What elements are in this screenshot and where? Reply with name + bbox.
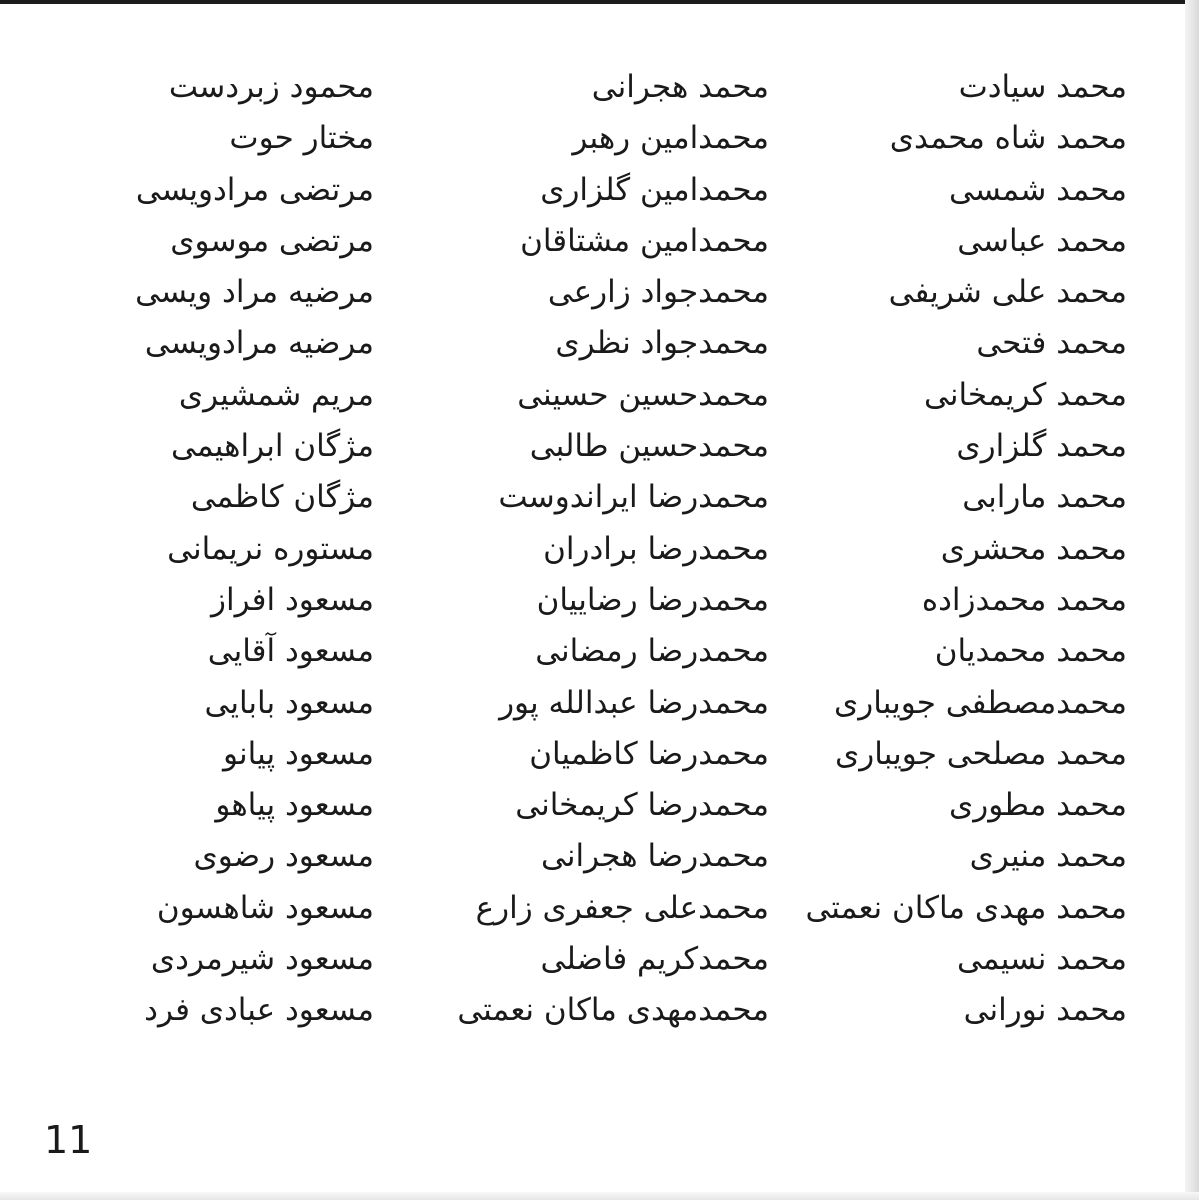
name-entry: مسعود شاهسون xyxy=(156,889,374,926)
name-entry: محمدامین مشتاقان xyxy=(520,222,769,259)
page-number: 11 xyxy=(44,1118,93,1162)
name-entry: محمدرضا ایراندوست xyxy=(498,479,769,516)
name-entry: مریم شمشیری xyxy=(178,376,374,413)
name-entry: مسعود افراز xyxy=(210,581,374,618)
name-entry: محمد مهدی ماکان نعمتی xyxy=(805,889,1127,926)
names-column-2 xyxy=(389,62,769,1037)
name-entry: محمدرضا کاظمیان xyxy=(529,735,769,772)
name-entry: محمد منیری xyxy=(969,838,1127,875)
name-entry: محمدامین رهبر xyxy=(572,120,769,157)
name-entry: مسعود آقایی xyxy=(207,633,374,670)
name-entry: مسعود بابایی xyxy=(204,684,374,721)
name-entry: محمدمصطفی جویباری xyxy=(834,684,1127,721)
name-entry: محمدرضا برادران xyxy=(543,530,769,567)
name-entry: مسعود شیرمردی xyxy=(150,941,374,978)
name-entry: محمدرضا رضاییان xyxy=(536,581,769,618)
name-entry: محمد شاه محمدی xyxy=(889,120,1127,157)
name-entry: محمدرضا رمضانی xyxy=(535,633,769,670)
name-entry: مرضیه مراد ویسی xyxy=(135,274,374,311)
name-entry: محمد عباسی xyxy=(957,222,1127,259)
page-edge-shadow xyxy=(1185,0,1199,1200)
name-entry: محمد شمسی xyxy=(948,171,1127,208)
name-entry: مژگان ابراهیمی xyxy=(171,428,374,465)
name-entry: محمد نورانی xyxy=(963,992,1127,1029)
name-entry: مرتضی مرادویسی xyxy=(135,171,374,208)
name-entry: محمد فتحی xyxy=(976,325,1127,362)
name-entry: محمد مصلحی جویباری xyxy=(835,735,1127,772)
name-entry: محمدرضا هجرانی xyxy=(541,838,769,875)
names-column-1 xyxy=(767,62,1127,1037)
name-entry: محمد گلزاری xyxy=(956,428,1127,465)
name-entry: محمد محشری xyxy=(940,530,1127,567)
name-entry: محمدکریم فاضلی xyxy=(540,941,769,978)
name-entry: محمدحسین طالبی xyxy=(529,428,769,465)
name-entry: مختار حوت xyxy=(229,120,374,157)
name-entry: مسعود عبادی فرد xyxy=(144,992,374,1029)
name-entry: محمد کریمخانی xyxy=(924,376,1127,413)
name-entry: محمد هجرانی xyxy=(591,69,769,105)
name-entry: محمدعلی جعفری زارع xyxy=(475,889,769,926)
name-entry: محمدرضا کریمخانی xyxy=(515,787,769,824)
name-entry: محمد نسیمی xyxy=(956,941,1127,978)
name-entry: محمد محمدیان xyxy=(934,633,1127,670)
name-entry: محمدرضا عبدالله پور xyxy=(499,684,769,721)
name-entry: محمدجواد زارعی xyxy=(547,274,769,311)
name-entry: مرضیه مرادویسی xyxy=(144,325,374,362)
name-entry: مرتضی موسوی xyxy=(170,222,374,259)
name-entry: محمد مارابی xyxy=(962,479,1127,516)
name-entry: محمدجواد نظری xyxy=(555,325,769,362)
name-entry: محمدامین گلزاری xyxy=(540,171,769,208)
name-entry: محمد مطوری xyxy=(949,787,1127,824)
name-entry: محمدمهدی ماکان نعمتی xyxy=(457,992,769,1029)
name-entry: محمد سیادت xyxy=(958,69,1127,105)
name-entry: محمد محمدزاده xyxy=(921,581,1127,618)
name-entry: محمود زبردست xyxy=(168,69,374,105)
name-entry: محمدحسین حسینی xyxy=(517,376,769,413)
name-entry: مژگان کاظمی xyxy=(190,479,374,516)
name-entry: مستوره نریمانی xyxy=(167,530,374,567)
name-entry: محمد علی شریفی xyxy=(888,274,1127,311)
name-entry: مسعود پیانو xyxy=(223,735,374,772)
top-edge xyxy=(0,0,1199,4)
name-entry: مسعود پیاهو xyxy=(215,787,374,824)
bottom-edge xyxy=(0,1192,1199,1200)
names-column-3 xyxy=(44,62,374,1037)
name-entry: مسعود رضوی xyxy=(193,838,374,875)
